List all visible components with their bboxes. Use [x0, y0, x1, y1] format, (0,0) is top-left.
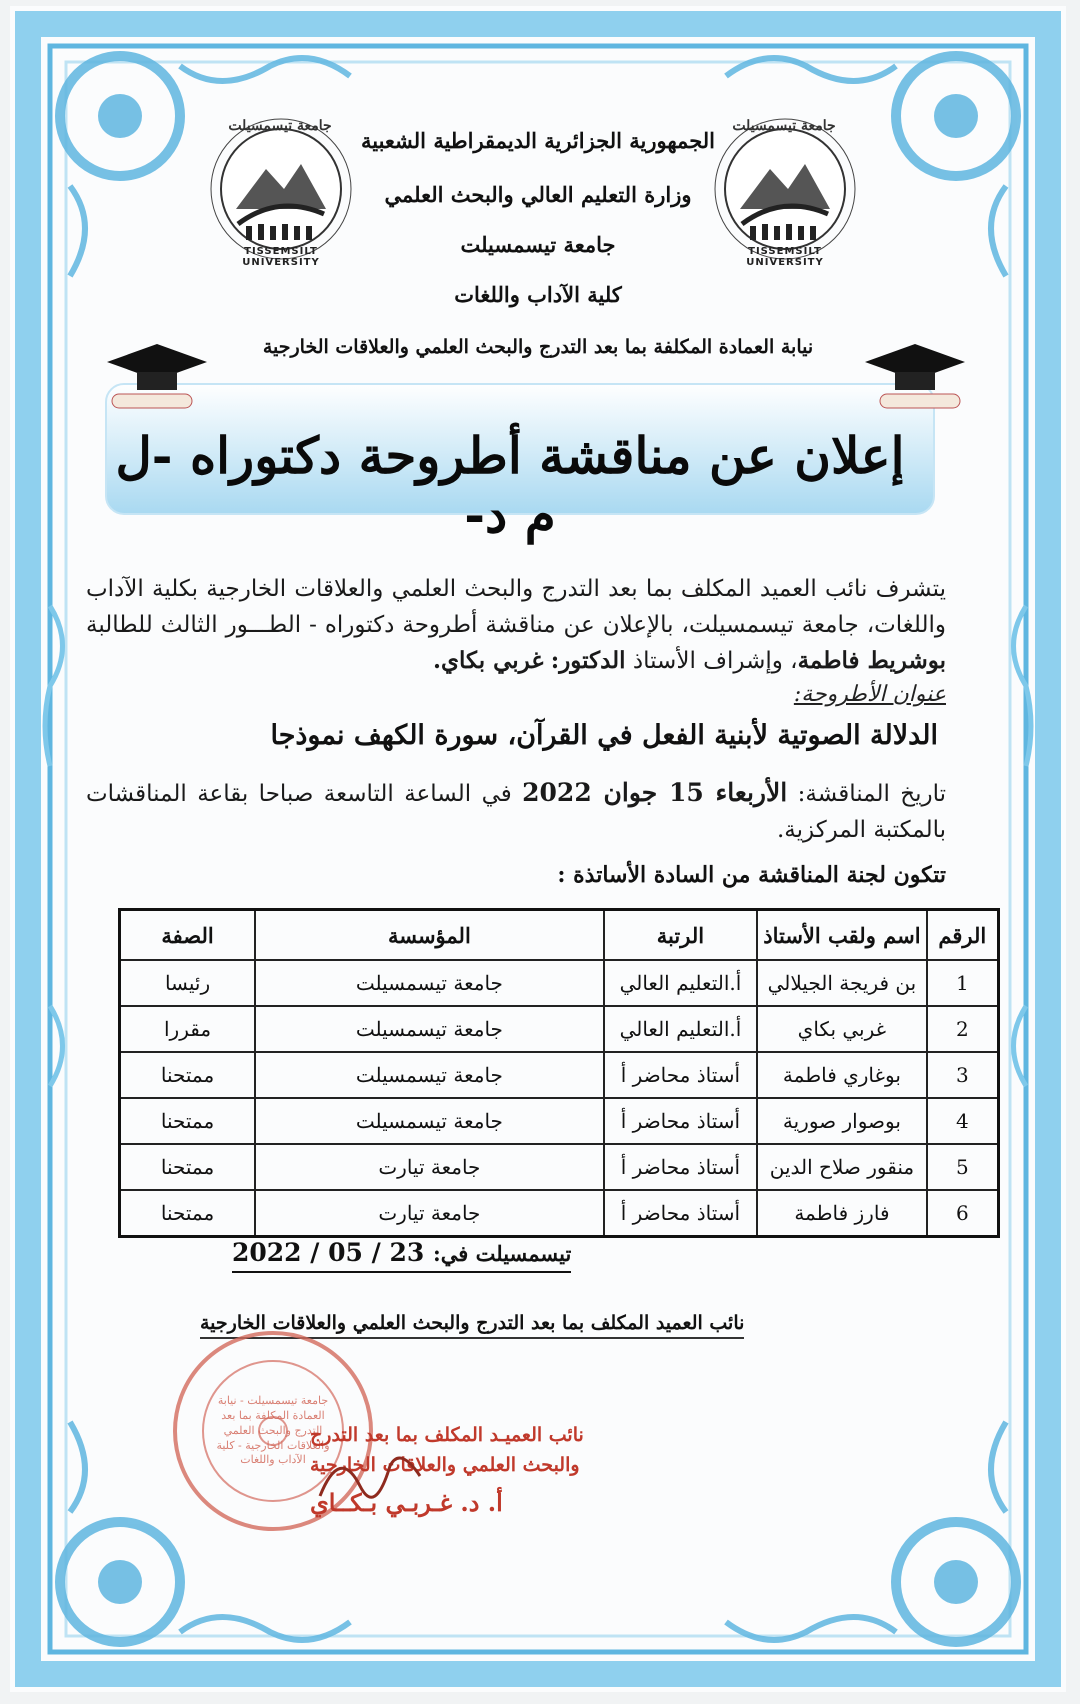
member-rank: أستاذ محاضر أ [604, 1098, 758, 1144]
member-name: غربي بكاي [757, 1006, 926, 1052]
thesis-title: الدلالة الصوتية لأبنية الفعل في القرآن، سورة الكهف نموذجا [270, 720, 938, 751]
table-row [120, 1052, 999, 1098]
signature-name: أ. د. غـربـي بـكــاي [310, 1488, 503, 1517]
member-institution: جامعة تيسمسيلت [255, 1052, 604, 1098]
table-row [120, 1190, 999, 1237]
thesis-label: عنوان الأطروحة: [793, 682, 946, 707]
graduation-cap-icon-right [860, 342, 970, 422]
row-number: 4 [927, 1098, 999, 1144]
member-role: ممتحنا [120, 1052, 256, 1098]
row-number: 2 [927, 1006, 999, 1052]
table-row [120, 1144, 999, 1190]
faculty-line: كلية الآداب واللغات [454, 282, 622, 307]
defense-date-paragraph [86, 774, 946, 848]
member-rank: أستاذ محاضر أ [604, 1052, 758, 1098]
signatory-title: نائب العميد المكلف بما بعد التدرج والبحث العلمي والعلاقات الخارجية [200, 1312, 744, 1339]
logo-arabic-text-right: جامعة تيسمسيلت [732, 118, 836, 134]
student-name: بوشريط فاطمة [797, 647, 946, 675]
ministry-line: وزارة التعليم العالي والبحث العلمي [384, 182, 692, 207]
stamp-text: جامعة تيسمسيلت - نيابة العمادة المكلفة بما بعد التدرج والبحث العلمي والعلاقات الخارجية - كلية الآداب واللغات [216, 1394, 330, 1467]
header-rank: الرتبة [604, 910, 758, 961]
place-date-label: تيسمسيلت في: [433, 1241, 572, 1266]
announcement-title: إعلان عن مناقشة أطروحة دكتوراه -ل م د- [115, 426, 905, 544]
member-institution: جامعة تيارت [255, 1190, 604, 1237]
row-number: 1 [927, 960, 999, 1006]
signature-line-2: والبحث العلمي والعلاقات الخارجية [310, 1454, 580, 1476]
document-page [10, 6, 1066, 1692]
location-text: في الساعة التاسعة صباحا بقاعة المناقشات بالمكتبة المركزية. [86, 781, 946, 843]
row-number: 6 [927, 1190, 999, 1237]
row-number: 5 [927, 1144, 999, 1190]
member-name: بوغاري فاطمة [757, 1052, 926, 1098]
member-role: ممتحنا [120, 1098, 256, 1144]
member-institution: جامعة تيارت [255, 1144, 604, 1190]
logo-latin-text-right: TISSEMSILT UNIVERSITY [746, 246, 824, 268]
header-name: اسم ولقب الأستاذ [757, 910, 926, 961]
row-number: 3 [927, 1052, 999, 1098]
vice-deanery-line: نيابة العمادة المكلفة بما بعد التدرج والبحث العلمي والعلاقات الخارجية [262, 336, 814, 358]
supervisor-name: غربي بكاي. [432, 647, 544, 675]
logo-latin-text-left: TISSEMSILT UNIVERSITY [242, 246, 320, 268]
date-rest: / 05 / 2022 [232, 1238, 381, 1267]
member-name: فارز فاطمة [757, 1190, 926, 1237]
member-role: رئيسا [120, 960, 256, 1006]
member-institution: جامعة تيسمسيلت [255, 960, 604, 1006]
place-date-line [232, 1238, 571, 1273]
member-name: بوصوار صورية [757, 1098, 926, 1144]
date-day: 23 [389, 1238, 425, 1267]
graduation-cap-icon-left [102, 342, 212, 422]
date-value: الأربعاء 15 جوان 2022 [522, 778, 788, 807]
committee-table [118, 908, 1000, 1238]
member-name: بن فريجة الجيلالي [757, 960, 926, 1006]
member-rank: أ.التعليم العالي [604, 960, 758, 1006]
header-role: الصفة [120, 910, 256, 961]
member-rank: أستاذ محاضر أ [604, 1190, 758, 1237]
member-role: ممتحنا [120, 1144, 256, 1190]
member-rank: أستاذ محاضر أ [604, 1144, 758, 1190]
date-label: تاريخ المناقشة: [797, 781, 946, 807]
member-institution: جامعة تيسمسيلت [255, 1006, 604, 1052]
handwritten-signature [310, 1436, 430, 1516]
intro-text: يتشرف نائب العميد المكلف بما بعد التدرج والبحث العلمي والعلاقات الخارجية بكلية الآداب واللغات، جامعة تيسمسيلت، بالإعلان عن مناقشة أطروحة دكتوراه - الطـــور الثالث للطالبة [86, 576, 946, 638]
member-role: ممتحنا [120, 1190, 256, 1237]
doctor-label: الدكتور: [550, 647, 626, 675]
supervision-text: ، وإشراف الأستاذ [632, 648, 798, 675]
committee-intro: تتكون لجنة المناقشة من السادة الأساتذة : [557, 862, 946, 888]
member-role: مقررا [120, 1006, 256, 1052]
member-rank: أ.التعليم العالي [604, 1006, 758, 1052]
logo-arabic-text-left: جامعة تيسمسيلت [228, 118, 332, 134]
table-row [120, 1006, 999, 1052]
announcement-paragraph [86, 572, 946, 680]
header-institution: المؤسسة [255, 910, 604, 961]
table-row [120, 960, 999, 1006]
signature-line-1: نائب العميـد المكلف بما بعد التدرج [310, 1424, 584, 1446]
committee-header-row [120, 910, 999, 961]
member-institution: جامعة تيسمسيلت [255, 1098, 604, 1144]
university-line: جامعة تيسمسيلت [460, 232, 616, 257]
header-number: الرقم [927, 910, 999, 961]
table-row [120, 1098, 999, 1144]
republic-line: الجمهورية الجزائرية الديمقراطية الشعبية [360, 128, 715, 153]
member-name: منقور صلاح الدين [757, 1144, 926, 1190]
